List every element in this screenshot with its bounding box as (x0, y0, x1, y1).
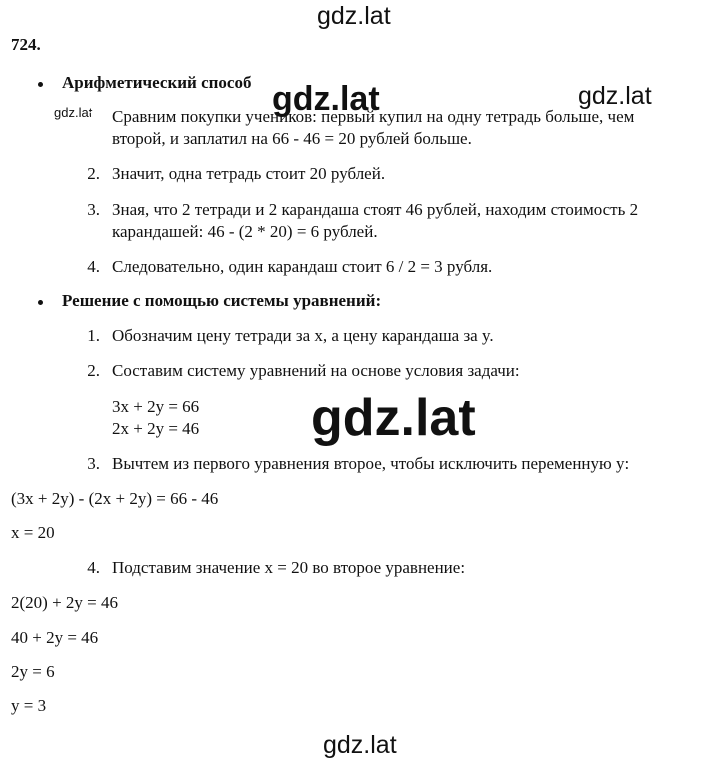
method2-step4-number: 4. (87, 558, 100, 577)
bullet-dot (38, 300, 43, 305)
method2-step2-text: Составим систему уравнений на основе условия задачи: (112, 361, 520, 380)
problem-number: 724. (11, 35, 41, 54)
system-equation-1: 3x + 2y = 66 (112, 397, 200, 416)
method1-step2-line1: Значит, одна тетрадь стоит 20 рублей. (112, 164, 386, 183)
method1-step1-line1: Сравним покупки учеников: первый купил на одну тетрадь больше, чем (112, 107, 635, 126)
bullet-dot (38, 82, 43, 87)
method1-step3-number: 3. (87, 200, 100, 219)
method1-step3-line1: Зная, что 2 тетради и 2 карандаша стоят 46 рублей, находим стоимость 2 (112, 200, 639, 219)
method1-step3-line2: карандашей: 46 - (2 * 20) = 6 рублей. (112, 222, 378, 241)
method1-step4-line1: Следовательно, один карандаш стоит 6 / 2 = 3 рубля. (112, 257, 493, 276)
system-equation-2: 2x + 2y = 46 (112, 419, 200, 438)
method2-step1-text: Обозначим цену тетради за x, а цену карандаша за y. (112, 326, 494, 345)
substitution-line-2: 40 + 2y = 46 (11, 628, 99, 647)
watermark-bottom: gdz.lat (323, 731, 397, 759)
method2-title: Решение с помощью системы уравнений: (62, 291, 382, 310)
method1-step1-line2: второй, и заплатил на 66 - 46 = 20 рублей больше. (112, 129, 472, 148)
method1-step2-number: 2. (87, 164, 100, 183)
substitution-line-3: 2y = 6 (11, 662, 55, 681)
method2-step4-text: Подставим значение x = 20 во второе уравнение: (112, 558, 466, 577)
method2-step3-text: Вычтем из первого уравнения второе, чтобы исключить переменную y: (112, 454, 630, 473)
method2-step2-number: 2. (87, 361, 100, 380)
method2-step3-number: 3. (87, 454, 100, 473)
watermark-top: gdz.lat (317, 2, 391, 30)
subtraction-line-2: x = 20 (11, 523, 55, 542)
method1-step4-number: 4. (87, 257, 100, 276)
substitution-line-4: y = 3 (11, 696, 47, 715)
watermark-big: gdz.lat (311, 389, 476, 447)
substitution-line-1: 2(20) + 2y = 46 (11, 593, 118, 612)
method2-step1-number: 1. (87, 326, 100, 345)
method1-title: Арифметический способ (62, 73, 252, 92)
watermark-right: gdz.lat (578, 82, 652, 110)
method1-step1-number: 1. (87, 107, 100, 126)
subtraction-line-1: (3x + 2y) - (2x + 2y) = 66 - 46 (11, 489, 219, 508)
watermark-mid: gdz.lat (272, 80, 380, 118)
watermark-small: gdz.lat (54, 105, 93, 120)
